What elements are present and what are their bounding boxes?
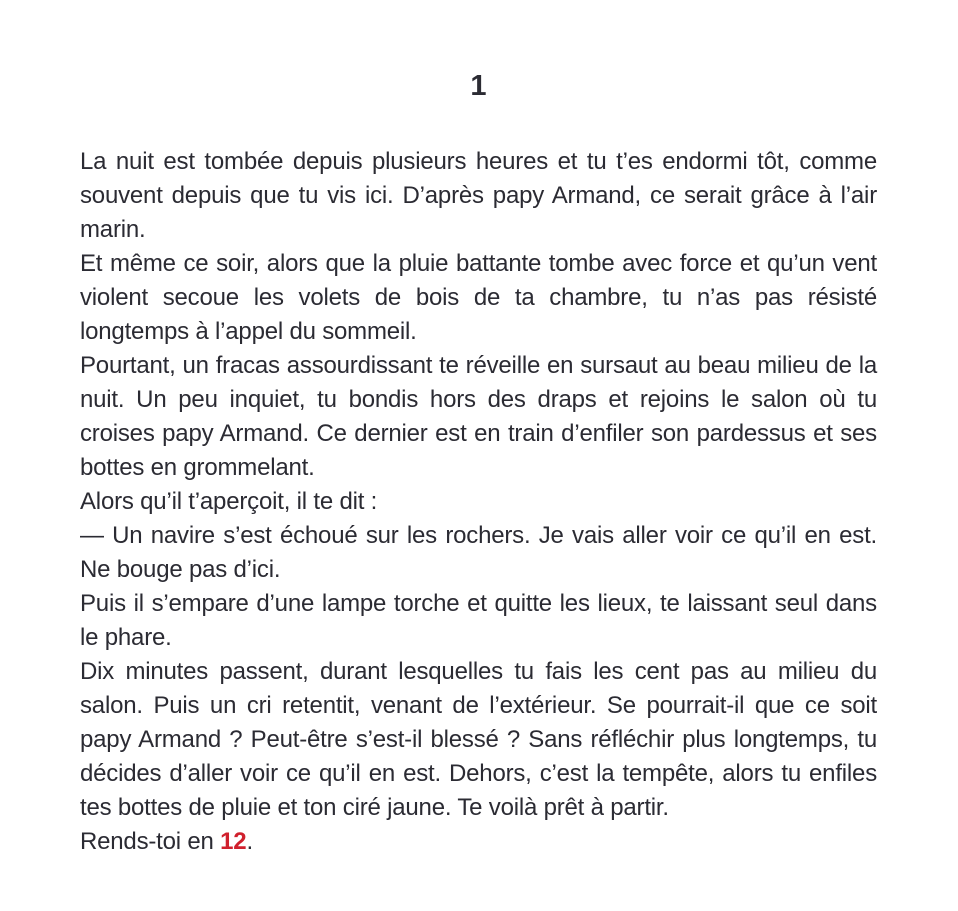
section-number-heading: 1 [470, 70, 487, 102]
story-text-block [80, 145, 877, 859]
story-paragraph: Dix minutes passent, durant lesquelles tu fais les cent pas au milieu du salon. Puis un cri retentit, venant de l’extérieur. Se pourrait-il que ce soit papy Armand ? Peut-être s’est-il blessé ? Sans réfléchir plus longtemps, tu décides d’aller voir ce qu’il en est. Dehors, c’est la tempête, alors tu enfiles tes bottes de pluie et ton ciré jaune. Te voilà prêt à partir. [80, 658, 877, 821]
section-12-link[interactable]: 12 [220, 828, 247, 855]
story-paragraph: Et même ce soir, alors que la pluie battante tombe avec force et qu’un vent violent secoue les volets de bois de ta chambre, tu n’as pas résisté longtemps à l’appel du sommeil. [80, 250, 877, 345]
story-paragraph: Alors qu’il t’aperçoit, il te dit : [80, 488, 378, 515]
redirect-line [80, 825, 877, 859]
story-paragraph: Pourtant, un fracas assourdissant te réveille en sursaut au beau milieu de la nuit. Un peu inquiet, tu bondis hors des draps et rejoins le salon où tu croises papy Armand. Ce dernier est en train d’enfiler son pardessus et ses bottes en grommelant. [80, 352, 877, 481]
story-paragraph: La nuit est tombée depuis plusieurs heures et tu t’es endormi tôt, comme souvent depuis que tu vis ici. D’après papy Armand, ce serait grâce à l’air marin. [80, 148, 877, 243]
story-paragraph-dialogue: — Un navire s’est échoué sur les rochers. Je vais aller voir ce qu’il en est. Ne bouge pas d’ici. [80, 522, 877, 583]
redirect-prefix: Rends-toi en [80, 828, 221, 855]
redirect-suffix: . [246, 828, 253, 855]
story-paragraph: Puis il s’empare d’une lampe torche et quitte les lieux, te laissant seul dans le phare. [80, 590, 877, 651]
